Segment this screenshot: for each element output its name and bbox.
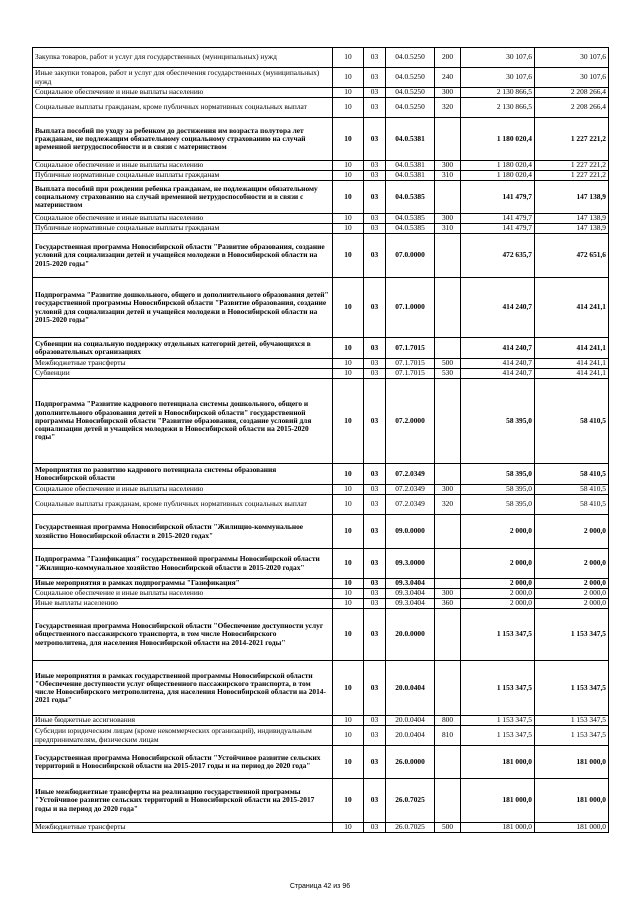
- cell-s1: 30 107,6: [461, 68, 535, 88]
- cell-s2: 30 107,6: [535, 68, 609, 88]
- table-row: [33, 746, 609, 779]
- cell-vr: [435, 278, 461, 338]
- cell-vr: 300: [435, 214, 461, 224]
- cell-rz: 10: [333, 88, 364, 98]
- cell-pr: 03: [364, 118, 386, 161]
- cell-csr: 09.3.0404: [386, 579, 435, 589]
- cell-s1: 2 000,0: [461, 549, 535, 579]
- cell-rz: 10: [333, 224, 364, 234]
- cell-vr: 300: [435, 589, 461, 599]
- cell-pr: 03: [364, 823, 386, 833]
- cell-s1: 181 000,0: [461, 746, 535, 779]
- cell-vr: 360: [435, 599, 461, 609]
- table-row: [33, 48, 609, 68]
- table-row: [33, 515, 609, 549]
- cell-csr: 09.0.0000: [386, 515, 435, 549]
- cell-s1: 2 000,0: [461, 599, 535, 609]
- cell-s2: 2 208 266,4: [535, 88, 609, 98]
- cell-s2: 181 000,0: [535, 779, 609, 823]
- table-row: [33, 98, 609, 118]
- cell-rz: 10: [333, 485, 364, 495]
- cell-rz: 10: [333, 214, 364, 224]
- cell-vr: [435, 515, 461, 549]
- table-row: [33, 161, 609, 171]
- cell-pr: 03: [364, 369, 386, 379]
- cell-csr: 04.0.5381: [386, 118, 435, 161]
- cell-s1: 472 635,7: [461, 234, 535, 278]
- cell-name: Подпрограмма "Развитие кадрового потенциала системы дошкольного, общего и дополнительного образования детей в Новосибирской области" государственной программы Новосибирской области "Развитие образования, создание условий для социализации детей и учащейся молодежи в Новосибирской области на 2015-2020 годы": [33, 379, 333, 464]
- cell-name: Иные выплаты населению: [33, 599, 333, 609]
- cell-csr: 20.0.0404: [386, 716, 435, 726]
- cell-name: Государственная программа Новосибирской области "Обеспечение доступности услуг общественного пассажирского транспорта, в том числе Новосибирского метрополитена, для населения Новосибирской области на 2014-2021 годы": [33, 609, 333, 661]
- cell-s2: 58 410,5: [535, 485, 609, 495]
- cell-rz: 10: [333, 118, 364, 161]
- cell-pr: 03: [364, 161, 386, 171]
- cell-rz: 10: [333, 746, 364, 779]
- cell-name: Публичные нормативные социальные выплаты гражданам: [33, 224, 333, 234]
- cell-pr: 03: [364, 68, 386, 88]
- cell-vr: 300: [435, 88, 461, 98]
- cell-name: Государственная программа Новосибирской области "Развитие образования, создание условий для социализации детей и учащейся молодежи в Новосибирской области на 2015-2020 годы": [33, 234, 333, 278]
- cell-name: Закупка товаров, работ и услуг для государственных (муниципальных) нужд: [33, 48, 333, 68]
- cell-s1: 2 130 866,5: [461, 98, 535, 118]
- cell-s1: 141 479,7: [461, 214, 535, 224]
- cell-csr: 26.0.0000: [386, 746, 435, 779]
- cell-s2: 147 138,9: [535, 214, 609, 224]
- cell-vr: 300: [435, 485, 461, 495]
- table-row: [33, 599, 609, 609]
- cell-name: Социальное обеспечение и иные выплаты населению: [33, 88, 333, 98]
- cell-rz: 10: [333, 379, 364, 464]
- cell-s2: 1 227 221,2: [535, 171, 609, 181]
- cell-pr: 03: [364, 171, 386, 181]
- cell-s2: 58 410,5: [535, 464, 609, 485]
- cell-csr: 04.0.5250: [386, 48, 435, 68]
- table-row: [33, 278, 609, 338]
- cell-s1: 414 240,7: [461, 338, 535, 359]
- cell-s1: 2 000,0: [461, 515, 535, 549]
- cell-pr: 03: [364, 716, 386, 726]
- cell-pr: 03: [364, 599, 386, 609]
- cell-s1: 1 180 020,4: [461, 161, 535, 171]
- cell-name: Подпрограмма "Газификация" государственной программы Новосибирской области "Жилищно-коммунальное хозяйство Новосибирской области в 2015-2020 годах": [33, 549, 333, 579]
- cell-name: Выплата пособий по уходу за ребенком до достижения им возраста полутора лет гражданам, не подлежащим обязательному социальному страхованию на случай временной нетрудоспособности и в связи с материнством: [33, 118, 333, 161]
- cell-csr: 04.0.5250: [386, 68, 435, 88]
- cell-s2: 58 410,5: [535, 495, 609, 515]
- cell-rz: 10: [333, 338, 364, 359]
- cell-pr: 03: [364, 181, 386, 214]
- cell-rz: 10: [333, 716, 364, 726]
- cell-name: Субвенции на социальную поддержку отдельных категорий детей, обучающихся в образовательных организациях: [33, 338, 333, 359]
- cell-s2: 2 000,0: [535, 589, 609, 599]
- cell-name: Социальное обеспечение и иные выплаты населению: [33, 214, 333, 224]
- table-row: [33, 214, 609, 224]
- cell-vr: [435, 579, 461, 589]
- cell-s2: 472 651,6: [535, 234, 609, 278]
- cell-s2: 1 153 347,5: [535, 661, 609, 716]
- cell-name: Социальное обеспечение и иные выплаты населению: [33, 485, 333, 495]
- cell-s1: 414 240,7: [461, 369, 535, 379]
- cell-rz: 10: [333, 359, 364, 369]
- cell-pr: 03: [364, 464, 386, 485]
- cell-vr: [435, 464, 461, 485]
- cell-s1: 30 107,6: [461, 48, 535, 68]
- cell-pr: 03: [364, 359, 386, 369]
- cell-vr: 500: [435, 359, 461, 369]
- cell-name: Социальные выплаты гражданам, кроме публичных нормативных социальных выплат: [33, 495, 333, 515]
- table-row: [33, 369, 609, 379]
- cell-vr: [435, 379, 461, 464]
- cell-pr: 03: [364, 214, 386, 224]
- cell-csr: 04.0.5381: [386, 171, 435, 181]
- cell-s2: 147 138,9: [535, 224, 609, 234]
- cell-pr: 03: [364, 485, 386, 495]
- table-row: [33, 823, 609, 833]
- cell-s1: 1 153 347,5: [461, 609, 535, 661]
- cell-rz: 10: [333, 779, 364, 823]
- table-row: [33, 579, 609, 589]
- cell-s2: 414 241,1: [535, 278, 609, 338]
- table-row: [33, 726, 609, 746]
- cell-s2: 2 208 266,4: [535, 98, 609, 118]
- cell-s2: 1 227 221,2: [535, 118, 609, 161]
- cell-pr: 03: [364, 579, 386, 589]
- cell-s2: 2 000,0: [535, 579, 609, 589]
- table-row: [33, 181, 609, 214]
- cell-pr: 03: [364, 589, 386, 599]
- cell-pr: 03: [364, 98, 386, 118]
- cell-pr: 03: [364, 609, 386, 661]
- cell-csr: 20.0.0000: [386, 609, 435, 661]
- cell-csr: 07.1.7015: [386, 359, 435, 369]
- cell-pr: 03: [364, 224, 386, 234]
- cell-rz: 10: [333, 234, 364, 278]
- cell-rz: 10: [333, 549, 364, 579]
- cell-vr: 320: [435, 495, 461, 515]
- cell-name: Межбюджетные трансферты: [33, 359, 333, 369]
- cell-name: Социальные выплаты гражданам, кроме публичных нормативных социальных выплат: [33, 98, 333, 118]
- cell-pr: 03: [364, 779, 386, 823]
- table-row: [33, 224, 609, 234]
- cell-s1: 181 000,0: [461, 779, 535, 823]
- cell-s1: 1 180 020,4: [461, 118, 535, 161]
- cell-rz: 10: [333, 171, 364, 181]
- cell-csr: 04.0.5250: [386, 98, 435, 118]
- cell-s2: 1 153 347,5: [535, 609, 609, 661]
- cell-rz: 10: [333, 823, 364, 833]
- cell-rz: 10: [333, 495, 364, 515]
- cell-vr: [435, 181, 461, 214]
- cell-s1: 1 153 347,5: [461, 726, 535, 746]
- cell-vr: [435, 549, 461, 579]
- cell-s1: 2 000,0: [461, 579, 535, 589]
- cell-csr: 04.0.5385: [386, 214, 435, 224]
- cell-vr: 530: [435, 369, 461, 379]
- cell-s1: 141 479,7: [461, 181, 535, 214]
- cell-name: Субсидии юридическим лицам (кроме некоммерческих организаций), индивидуальным предпринимателям, физическим лицам: [33, 726, 333, 746]
- page-number: Страница 42 из 96: [289, 883, 351, 890]
- cell-csr: 07.2.0349: [386, 495, 435, 515]
- cell-vr: 500: [435, 823, 461, 833]
- cell-vr: [435, 234, 461, 278]
- cell-rz: 10: [333, 589, 364, 599]
- cell-s2: 1 153 347,5: [535, 716, 609, 726]
- cell-s2: 58 410,5: [535, 379, 609, 464]
- cell-s2: 2 000,0: [535, 599, 609, 609]
- cell-csr: 07.1.7015: [386, 369, 435, 379]
- cell-name: Субвенции: [33, 369, 333, 379]
- table-row: [33, 485, 609, 495]
- cell-csr: 04.0.5381: [386, 161, 435, 171]
- cell-s1: 2 130 866,5: [461, 88, 535, 98]
- cell-s2: 1 153 347,5: [535, 726, 609, 746]
- table-row: [33, 118, 609, 161]
- cell-vr: 800: [435, 716, 461, 726]
- table-row: [33, 379, 609, 464]
- table-row: [33, 495, 609, 515]
- cell-s2: 181 000,0: [535, 823, 609, 833]
- table-row: [33, 779, 609, 823]
- cell-name: Иные бюджетные ассигнования: [33, 716, 333, 726]
- cell-rz: 10: [333, 68, 364, 88]
- cell-pr: 03: [364, 515, 386, 549]
- cell-name: Иные мероприятия в рамках государственной программы Новосибирской области "Обеспечение доступности услуг общественного пассажирского транспорта, в том числе Новосибирского метрополитена, для населения Новосибирской области на 2014-2021 годы": [33, 661, 333, 716]
- cell-vr: 240: [435, 68, 461, 88]
- cell-s1: 58 395,0: [461, 495, 535, 515]
- cell-csr: 07.2.0349: [386, 464, 435, 485]
- cell-rz: 10: [333, 48, 364, 68]
- cell-name: Мероприятия по развитию кадрового потенциала системы образования Новосибирской области: [33, 464, 333, 485]
- cell-rz: 10: [333, 278, 364, 338]
- cell-s1: 58 395,0: [461, 379, 535, 464]
- cell-s1: 58 395,0: [461, 464, 535, 485]
- cell-s1: 181 000,0: [461, 823, 535, 833]
- cell-s1: 1 180 020,4: [461, 171, 535, 181]
- cell-s2: 1 227 221,2: [535, 161, 609, 171]
- cell-pr: 03: [364, 278, 386, 338]
- cell-pr: 03: [364, 234, 386, 278]
- cell-csr: 07.2.0000: [386, 379, 435, 464]
- cell-s1: 1 153 347,5: [461, 716, 535, 726]
- cell-csr: 26.0.7025: [386, 823, 435, 833]
- cell-pr: 03: [364, 746, 386, 779]
- table-row: [33, 549, 609, 579]
- cell-s2: 414 241,1: [535, 369, 609, 379]
- cell-pr: 03: [364, 48, 386, 68]
- cell-s1: 58 395,0: [461, 485, 535, 495]
- cell-csr: 09.3.0404: [386, 599, 435, 609]
- cell-vr: [435, 779, 461, 823]
- table-row: [33, 68, 609, 88]
- cell-s2: 2 000,0: [535, 515, 609, 549]
- cell-pr: 03: [364, 379, 386, 464]
- cell-csr: 07.2.0349: [386, 485, 435, 495]
- cell-pr: 03: [364, 495, 386, 515]
- cell-rz: 10: [333, 369, 364, 379]
- cell-csr: 09.3.0000: [386, 549, 435, 579]
- cell-pr: 03: [364, 88, 386, 98]
- cell-s2: 414 241,1: [535, 338, 609, 359]
- cell-name: Публичные нормативные социальные выплаты гражданам: [33, 171, 333, 181]
- cell-csr: 07.1.0000: [386, 278, 435, 338]
- cell-s1: 141 479,7: [461, 224, 535, 234]
- cell-name: Иные закупки товаров, работ и услуг для обеспечения государственных (муниципальных) нужд: [33, 68, 333, 88]
- cell-vr: 810: [435, 726, 461, 746]
- cell-rz: 10: [333, 98, 364, 118]
- cell-name: Иные межбюджетные трансферты на реализацию государственной программы "Устойчивое развитие сельских территорий в Новосибирской области на 2015-2017 годы и на период до 2020 года": [33, 779, 333, 823]
- cell-name: Государственная программа Новосибирской области "Жилищно-коммунальное хозяйство Новосибирской области в 2015-2020 годах": [33, 515, 333, 549]
- cell-name: Иные мероприятия в рамках подпрограммы "Газификация": [33, 579, 333, 589]
- cell-name: Межбюджетные трансферты: [33, 823, 333, 833]
- table-row: [33, 338, 609, 359]
- cell-vr: 320: [435, 98, 461, 118]
- cell-s2: 181 000,0: [535, 746, 609, 779]
- cell-vr: 310: [435, 224, 461, 234]
- cell-rz: 10: [333, 161, 364, 171]
- cell-csr: 07.0.0000: [386, 234, 435, 278]
- table-row: [33, 464, 609, 485]
- table-row: [33, 716, 609, 726]
- table-row: [33, 171, 609, 181]
- cell-rz: 10: [333, 599, 364, 609]
- cell-vr: [435, 609, 461, 661]
- cell-csr: 26.0.7025: [386, 779, 435, 823]
- cell-csr: 20.0.0404: [386, 726, 435, 746]
- cell-vr: [435, 338, 461, 359]
- cell-csr: 07.1.7015: [386, 338, 435, 359]
- table-row: [33, 609, 609, 661]
- cell-rz: 10: [333, 181, 364, 214]
- cell-vr: 310: [435, 171, 461, 181]
- cell-vr: [435, 746, 461, 779]
- cell-csr: 20.0.0404: [386, 661, 435, 716]
- cell-s1: 414 240,7: [461, 359, 535, 369]
- budget-table-body: [33, 48, 609, 833]
- cell-s2: 2 000,0: [535, 549, 609, 579]
- cell-name: Социальное обеспечение и иные выплаты населению: [33, 589, 333, 599]
- cell-s2: 147 138,9: [535, 181, 609, 214]
- cell-s2: 30 107,6: [535, 48, 609, 68]
- cell-vr: [435, 661, 461, 716]
- cell-name: Подпрограмма "Развитие дошкольного, общего и дополнительного образования детей" государственной программы Новосибирской области "Развитие образования, создание условий для социализации детей и учащейся молодежи в Новосибирской области на 2015-2020 годы": [33, 278, 333, 338]
- table-row: [33, 359, 609, 369]
- cell-vr: 200: [435, 48, 461, 68]
- cell-vr: 300: [435, 161, 461, 171]
- cell-s1: 2 000,0: [461, 589, 535, 599]
- cell-rz: 10: [333, 579, 364, 589]
- table-row: [33, 88, 609, 98]
- cell-rz: 10: [333, 661, 364, 716]
- cell-rz: 10: [333, 609, 364, 661]
- cell-vr: [435, 118, 461, 161]
- cell-name: Выплата пособий при рождении ребенка гражданам, не подлежащим обязательному социальному страхованию на случай временной нетрудоспособности и в связи с материнством: [33, 181, 333, 214]
- cell-csr: 09.3.0404: [386, 589, 435, 599]
- cell-csr: 04.0.5250: [386, 88, 435, 98]
- cell-s2: 414 241,1: [535, 359, 609, 369]
- cell-name: Социальное обеспечение и иные выплаты населению: [33, 161, 333, 171]
- cell-rz: 10: [333, 515, 364, 549]
- cell-pr: 03: [364, 549, 386, 579]
- table-row: [33, 234, 609, 278]
- cell-rz: 10: [333, 464, 364, 485]
- cell-name: Государственная программа Новосибирской области "Устойчивое развитие сельских территорий в Новосибирской области на 2015-2017 годы и на период до 2020 года": [33, 746, 333, 779]
- cell-s1: 1 153 347,5: [461, 661, 535, 716]
- cell-s1: 414 240,7: [461, 278, 535, 338]
- cell-rz: 10: [333, 726, 364, 746]
- table-row: [33, 661, 609, 716]
- cell-pr: 03: [364, 661, 386, 716]
- table-row: [33, 589, 609, 599]
- cell-pr: 03: [364, 726, 386, 746]
- budget-table: [32, 47, 609, 833]
- cell-csr: 04.0.5385: [386, 181, 435, 214]
- cell-csr: 04.0.5385: [386, 224, 435, 234]
- cell-pr: 03: [364, 338, 386, 359]
